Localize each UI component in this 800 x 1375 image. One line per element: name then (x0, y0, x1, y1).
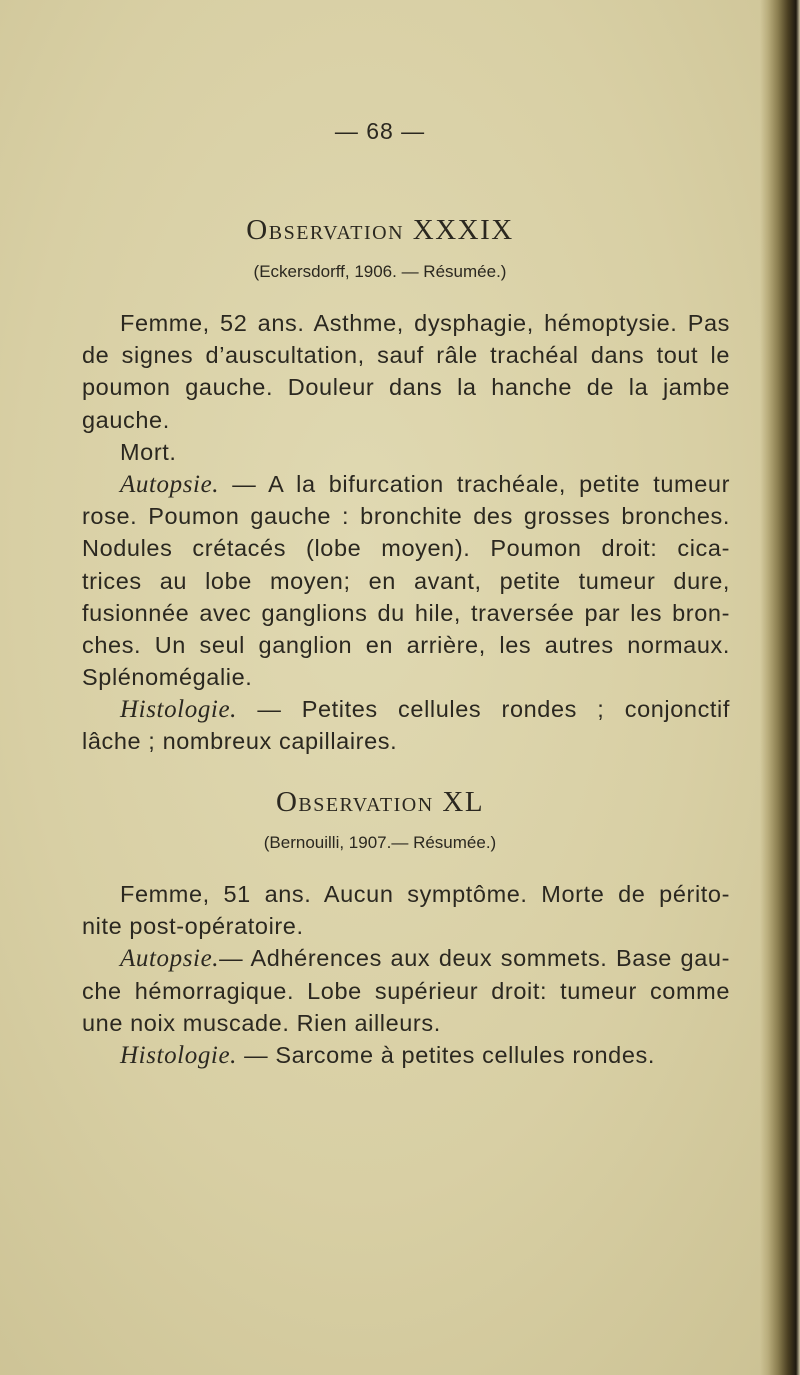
section-label-histologie: Histologie. (120, 1041, 238, 1069)
text-line: Mort. (120, 438, 177, 465)
observation-reference: (Eckersdorff, 1906. — Résumée.) (253, 262, 507, 281)
text-line (82, 693, 730, 725)
text-line: trices au lobe moyen; en avant, petite tumeur dure, (82, 567, 730, 594)
text-line: lâche ; nombreux capillaires. (82, 728, 398, 755)
observation-body (82, 878, 730, 1071)
text-line (82, 942, 730, 974)
section-label-autopsie: Autopsie. (120, 945, 220, 973)
text-fragment: — Petites cellules rondes ; conjonctif (237, 696, 730, 723)
text-line: Femme, 52 ans. Asthme, dysphagie, hémoptysie. Pas (120, 310, 730, 336)
text-line: poumon gauche. Douleur dans la hanche de la jambe (82, 374, 730, 401)
text-line: Splénomégalie. (82, 664, 253, 691)
text-line: de signes d’auscultation, sauf râle trachéal dans tout le (82, 342, 730, 369)
text-line: Nodules crétacés (lobe moyen). Poumon droit: cica- (82, 535, 730, 562)
text-line: nite post-opératoire. (82, 913, 304, 940)
text-line: Femme, 51 ans. Aucun symptôme. Morte de périto- (120, 881, 730, 907)
page-binding-edge (760, 0, 800, 1375)
text-fragment: — A la bifurcation trachéale, petite tumeur (219, 470, 730, 497)
text-fragment: — Sarcome à petites cellules rondes. (237, 1041, 655, 1068)
text-line (82, 1039, 730, 1071)
section-label-histologie: Histologie. (120, 696, 238, 724)
section-label-autopsie: Autopsie. (120, 470, 220, 498)
text-line: gauche. (82, 406, 170, 433)
text-line: fusionnée avec ganglions du hile, traversée par les bron- (82, 599, 730, 626)
text-line (82, 468, 730, 500)
observation-title: Observation XL (275, 786, 485, 818)
text-line: une noix muscade. Rien ailleurs. (82, 1009, 441, 1036)
observation-reference: (Bernouilli, 1907.— Résumée.) (263, 833, 497, 852)
text-line: rose. Poumon gauche : bronchite des grosses bronches. (82, 503, 730, 530)
page-number: — 68 — (334, 118, 426, 144)
text-line: ches. Un seul ganglion en arrière, les autres normaux. (82, 631, 730, 658)
text-line: che hémorragique. Lobe supérieur droit: tumeur comme (82, 977, 730, 1004)
text-fragment: — Adhérences aux deux sommets. Base gau- (219, 945, 730, 972)
observation-body (82, 307, 730, 758)
observation-title: Observation XXXIX (246, 214, 514, 246)
